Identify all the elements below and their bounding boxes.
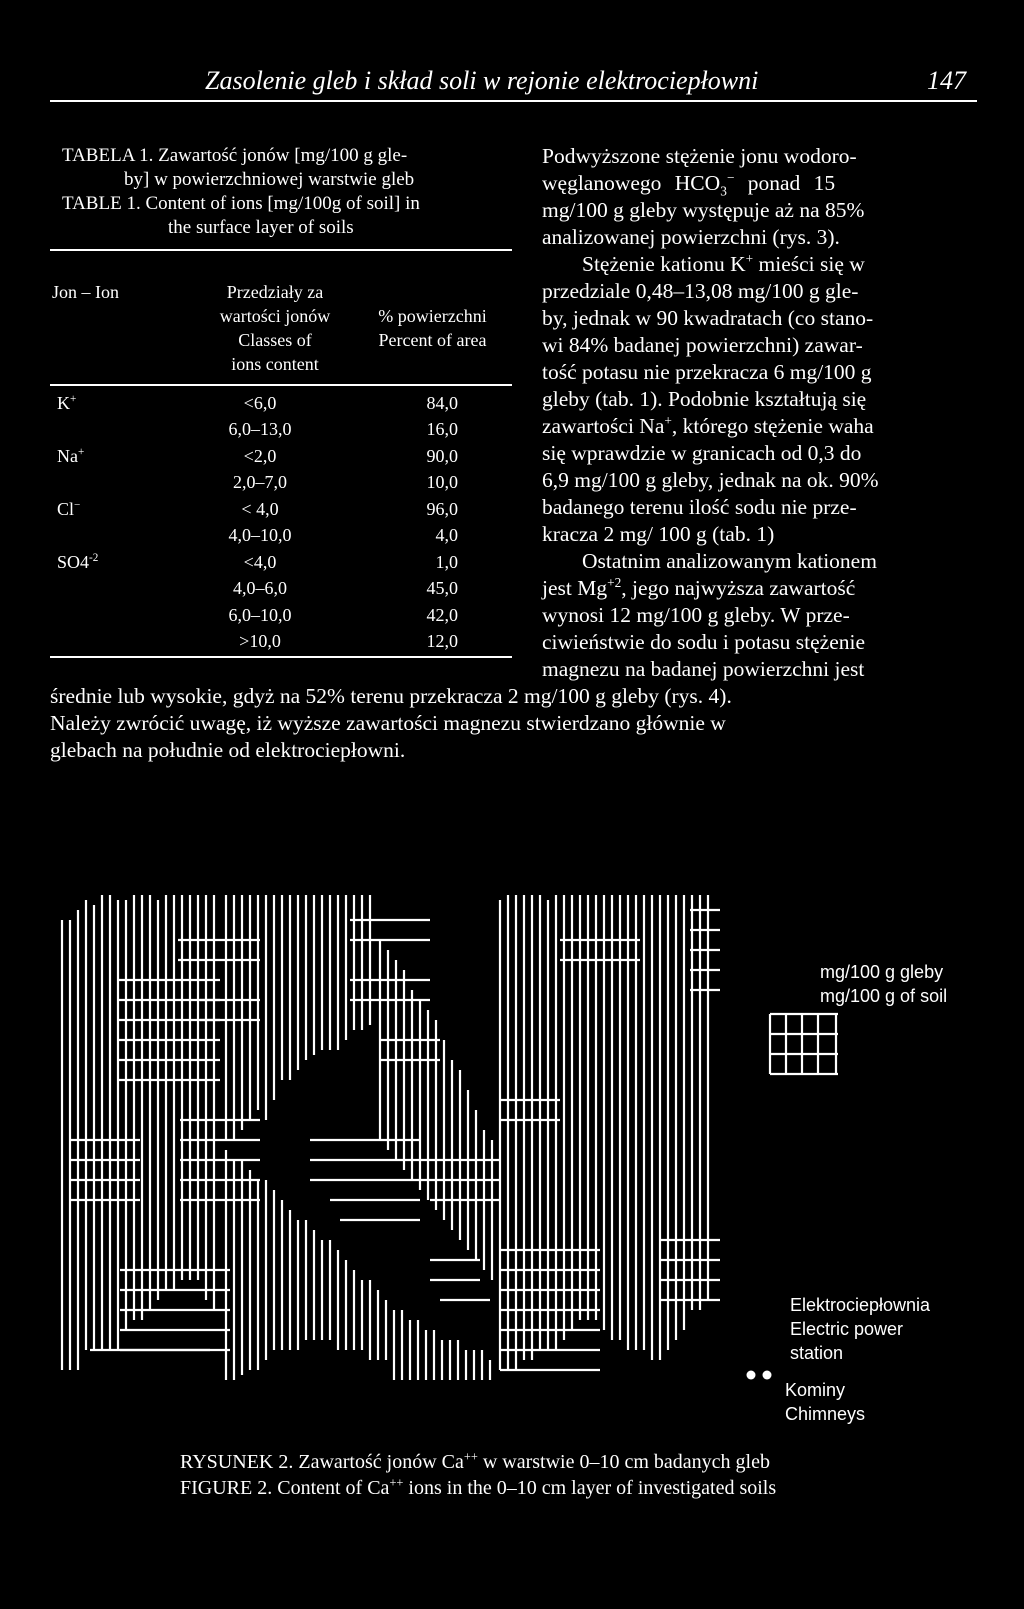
legend-unit-pl: mg/100 g gleby: [820, 962, 944, 982]
range-cell: <2,0: [243, 446, 277, 466]
figure-caption-en: FIGURE 2. Content of Ca++ ions in the 0–10 cm layer of investigated soils: [180, 1475, 777, 1499]
paragraph-line: by, jednak w 90 kwadratach (co stano-: [542, 306, 874, 330]
table-caption-pl-2: by] w powierzchniowej warstwie gleb: [124, 169, 415, 190]
column-header-pct-1: % powierzchni: [378, 306, 487, 326]
ion-k: K+: [57, 393, 77, 413]
table-top-rule: [50, 249, 512, 251]
paragraph-line: Stężenie kationu K+ mieści się w: [582, 250, 865, 276]
range-cell: < 4,0: [241, 499, 279, 519]
percent-cell: 84,0: [426, 393, 458, 413]
percent-cell: 4,0: [435, 525, 458, 545]
figure-caption-pl: RYSUNEK 2. Zawartość jonów Ca++ w warstwie 0–10 cm badanych gleb: [180, 1449, 770, 1473]
paragraph-line: analizowanej powierzchni (rys. 3).: [542, 225, 840, 249]
running-title: Zasolenie gleb i skład soli w rejonie elektrociepłowni: [205, 66, 759, 95]
page-number: 147: [927, 66, 966, 95]
column-header-range-3: Classes of: [238, 330, 312, 350]
range-cell: 4,0–6,0: [233, 578, 287, 598]
range-cell: 6,0–13,0: [228, 419, 292, 439]
legend-grid-symbol: [768, 1012, 840, 1078]
paragraph-line: się wprawdzie w granicach od 0,3 do: [542, 441, 862, 465]
percent-cell: 42,0: [426, 605, 458, 625]
column-header-range-1: Przedziały za: [226, 282, 324, 302]
legend-station-en-1: Electric power: [790, 1319, 904, 1339]
table-header-rule: [50, 384, 512, 386]
range-cell: <4,0: [243, 552, 277, 572]
legend-station-pl: Elektrociepłownia: [790, 1295, 931, 1315]
percent-cell: 96,0: [426, 499, 458, 519]
paragraph-line: jest $Mg^{+2}$, jego najwyższa zawartość: [542, 574, 856, 600]
paragraph-line: średnie lub wysokie, gdyż na 52% terenu przekracza 2 mg/100 g gleby (rys. 4).: [50, 684, 732, 708]
table-caption-en-1: TABLE 1. Content of ions [mg/100g of soil] in: [62, 193, 420, 214]
column-header-range-4: ions content: [231, 354, 319, 374]
paragraph-line: 6,9 mg/100 g gleby, jednak na ok. 90%: [542, 468, 879, 492]
paragraph-line: Należy zwrócić uwagę, iż wyższe zawartości magnezu stwierdzano głównie w: [50, 711, 726, 735]
paragraph-line: ciwieństwie do sodu i potasu stężenie: [542, 630, 866, 654]
column-header-ion: Jon – Ion: [52, 282, 119, 302]
column-header-pct-2: Percent of area: [378, 330, 487, 350]
chimneys-icon: [745, 1368, 775, 1382]
paragraph-line: przedziale 0,48–13,08 mg/100 g gle-: [542, 279, 859, 303]
paragraph-line: tość potasu nie przekracza 6 mg/100 g: [542, 360, 872, 384]
table-caption-en-2: the surface layer of soils: [168, 217, 354, 238]
map-grid-cells: [70, 910, 720, 1370]
ion-cl: Cl−: [57, 499, 81, 519]
paragraph-line: gleby (tab. 1). Podobnie kształtują się: [542, 387, 867, 411]
range-cell: 4,0–10,0: [228, 525, 292, 545]
ion-na: Na+: [57, 446, 85, 466]
paragraph-line: zawartości Na+, którego stężenie waha: [542, 412, 874, 438]
paragraph-line: Ostatnim analizowanym kationem: [582, 549, 877, 573]
legend-chimneys-pl: Kominy: [785, 1380, 846, 1400]
legend-station-en-2: station: [790, 1343, 844, 1363]
table-caption-pl-1: TABELA 1. Zawartość jonów [mg/100 g gle-: [62, 145, 408, 166]
map-hatching: [62, 895, 708, 1380]
ion-so4: $SO4^{-2}$: [57, 552, 99, 572]
percent-cell: 90,0: [426, 446, 458, 466]
paragraph-line: wynosi 12 mg/100 g gleby. W prze-: [542, 603, 850, 627]
range-cell: 6,0–10,0: [228, 605, 292, 625]
range-cell: >10,0: [239, 631, 281, 651]
legend-unit-en: mg/100 g of soil: [820, 986, 948, 1006]
paragraph-line: Podwyższone stężenie jonu wodoro-: [542, 144, 857, 168]
paragraph-line: mg/100 g gleby występuje aż na 85%: [542, 198, 865, 222]
table-bottom-rule: [50, 656, 512, 658]
range-cell: 2,0–7,0: [233, 472, 287, 492]
percent-cell: 1,0: [435, 552, 458, 572]
percent-cell: 10,0: [426, 472, 458, 492]
paragraph-line: magnezu na badanej powierzchni jest: [542, 657, 865, 681]
range-cell: <6,0: [243, 393, 277, 413]
percent-cell: 16,0: [426, 419, 458, 439]
legend-chimneys-en: Chimneys: [785, 1404, 866, 1424]
paragraph-line: kracza 2 mg/ 100 g (tab. 1): [542, 522, 775, 546]
header-rule: [50, 100, 977, 102]
percent-cell: 45,0: [426, 578, 458, 598]
percent-cell: 12,0: [426, 631, 458, 651]
paragraph-line: glebach na południe od elektrociepłowni.: [50, 738, 406, 762]
paragraph-line: badanego terenu ilość sodu nie prze-: [542, 495, 857, 519]
paragraph-line: węglanowego $HCO_3^-$ ponad 15: [542, 169, 836, 199]
paragraph-line: wi 84% badanej powierzchni) zawar-: [542, 333, 863, 357]
column-header-range-2: wartości jonów: [219, 306, 331, 326]
